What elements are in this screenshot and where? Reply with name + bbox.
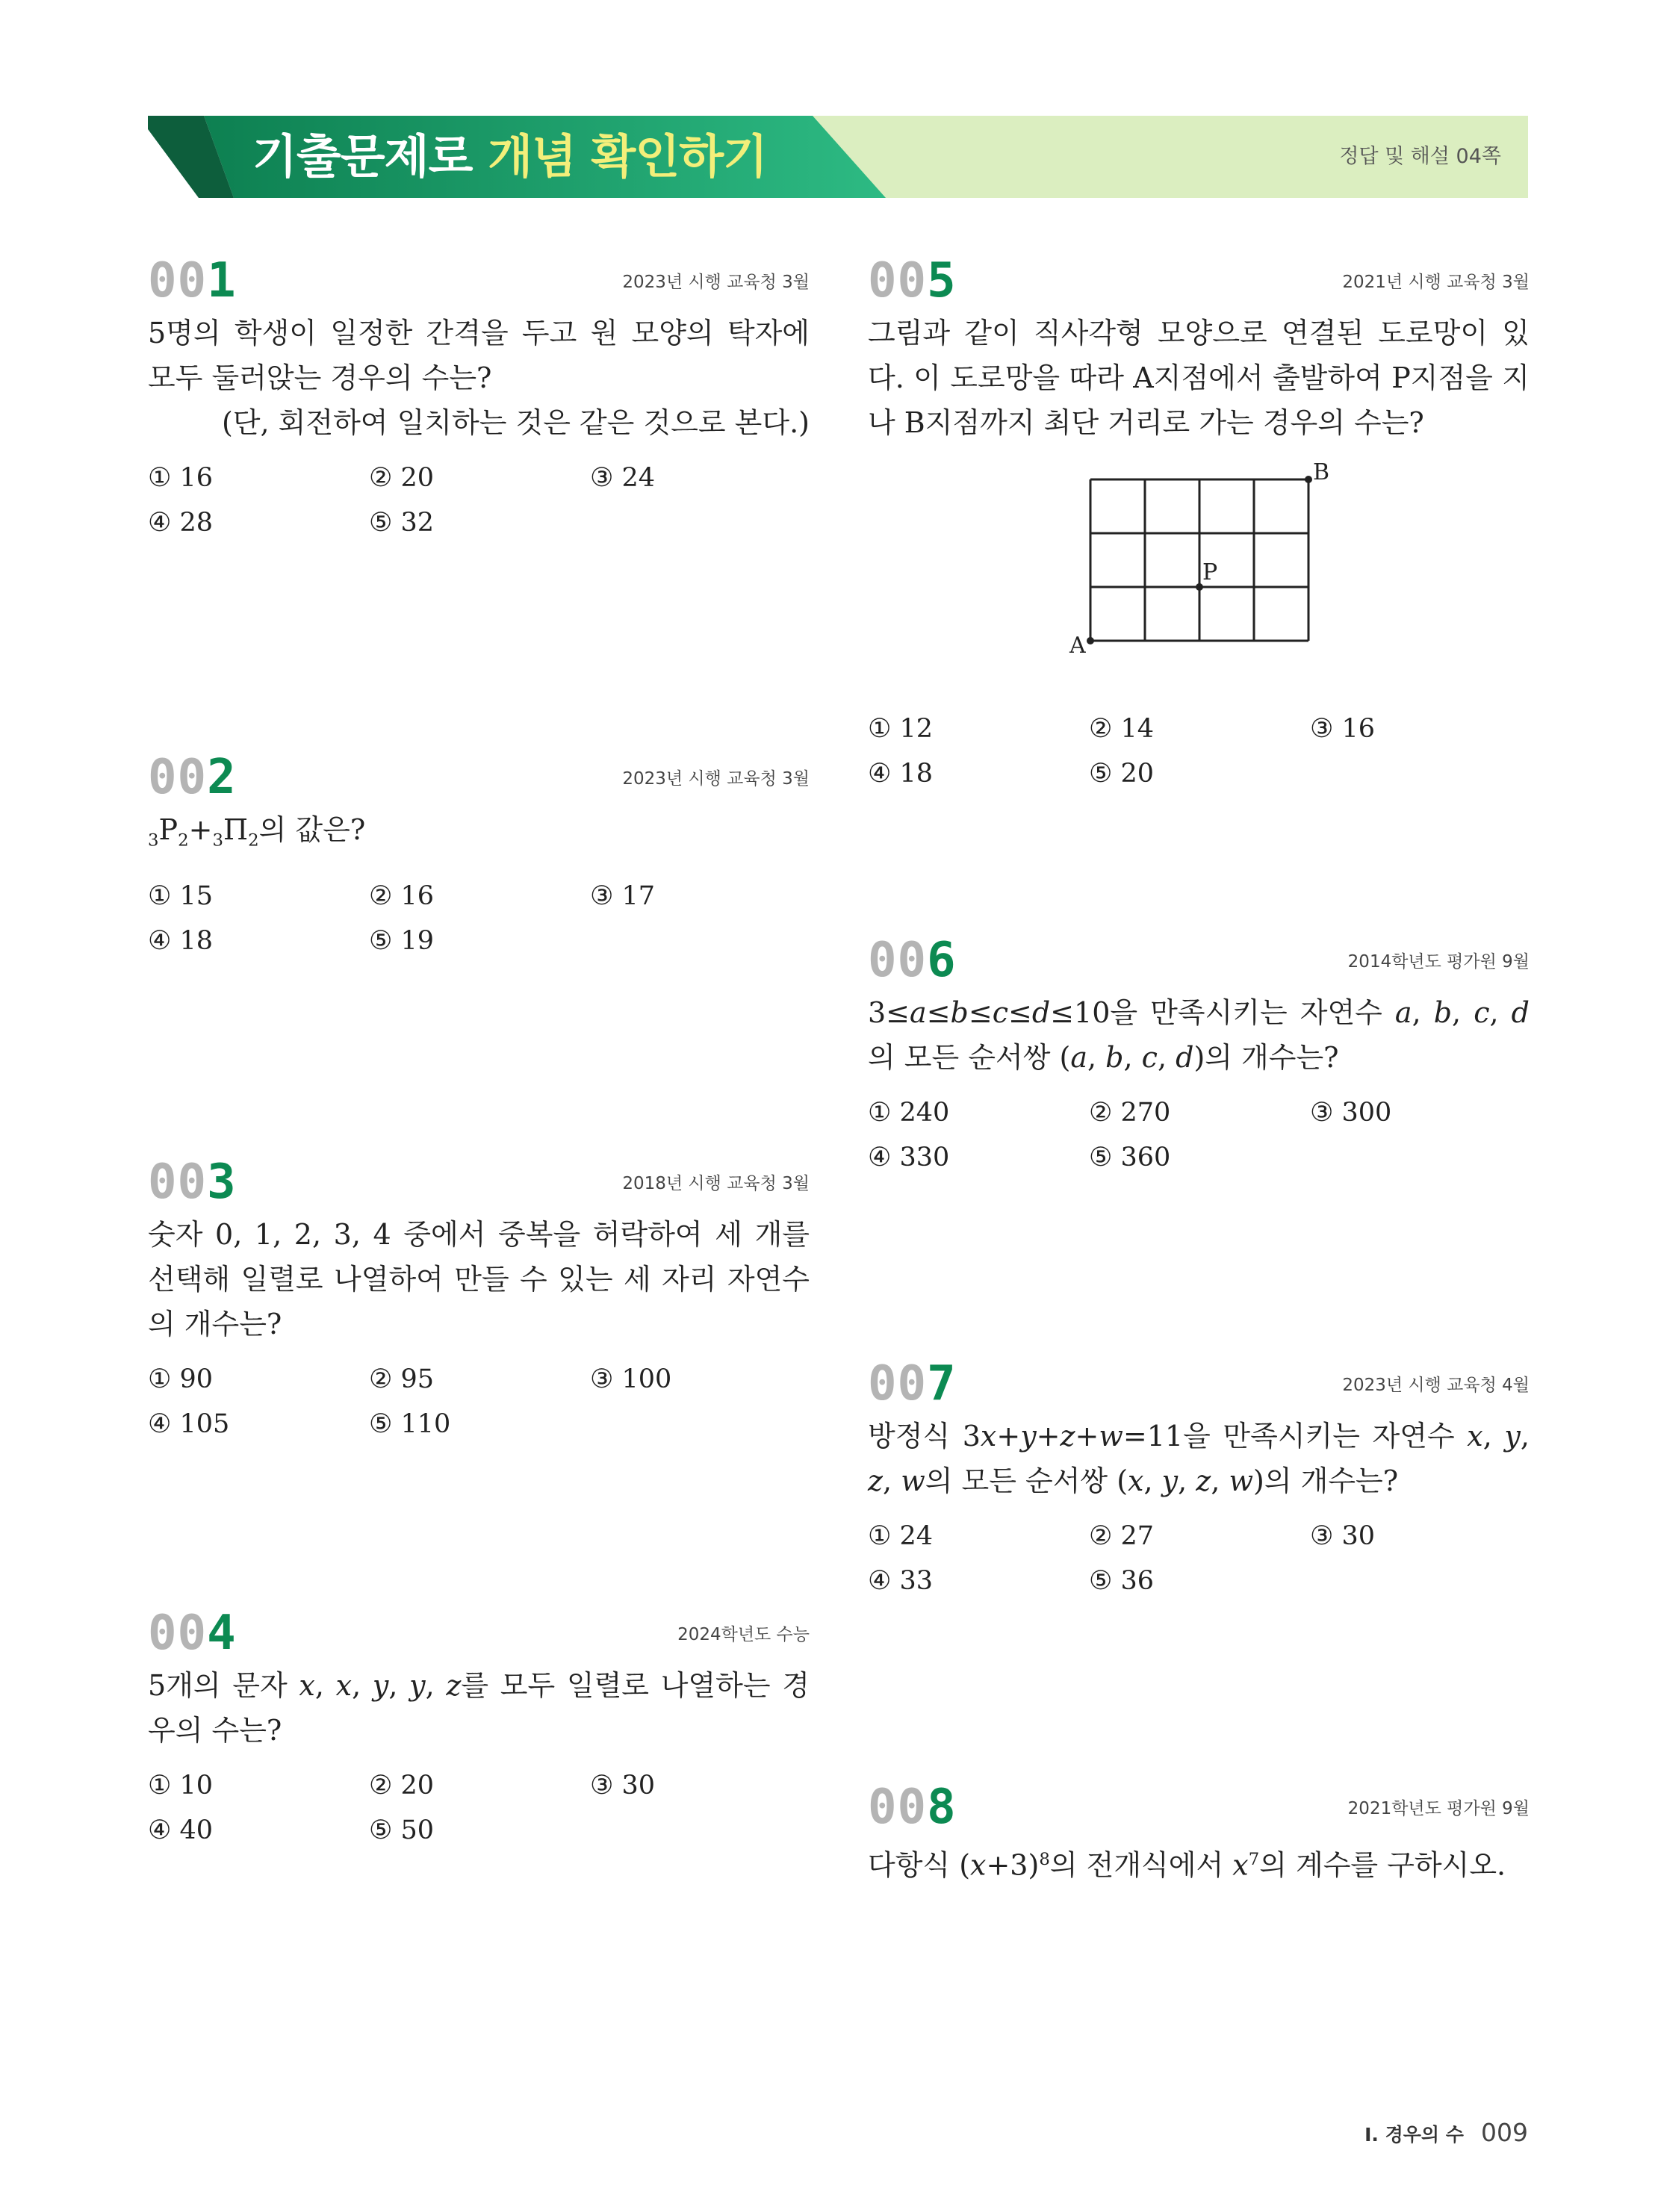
choice-list (148, 456, 810, 545)
choice-3[interactable]: ③ 17 (590, 880, 656, 911)
choice-4[interactable]: ④ 18 (868, 759, 934, 789)
problem-source: 2021학년도 평가원 9월 (1347, 1799, 1530, 1818)
choice-5[interactable]: ⑤ 19 (369, 925, 435, 956)
choice-list (868, 1514, 1530, 1603)
choice-1[interactable]: ① 10 (148, 1771, 214, 1801)
problem-text: $_3P_2+_3\Pi_2$의 값은? (148, 813, 366, 851)
problem-text: 방정식 3x+y+z+w=11을 만족시키는 자연수 x, y, z, w의 모든 순서쌍 (x, y, z, w)의 개수는? (868, 1420, 1530, 1497)
problem-text: 5개의 문자 x, x, y, y, z를 모두 일렬로 나열하는 경우의 수는? (148, 1669, 810, 1747)
choice-1[interactable]: ① 24 (868, 1521, 934, 1551)
problem-number: 005 (868, 253, 957, 308)
choice-5[interactable]: ⑤ 360 (1089, 1143, 1171, 1172)
point-a (1087, 637, 1094, 644)
problem-004 (148, 1606, 810, 1853)
problem-006 (868, 933, 1530, 1180)
choice-5[interactable]: ⑤ 110 (369, 1409, 451, 1439)
choice-1[interactable]: ① 12 (868, 714, 934, 744)
choice-2[interactable]: ② 95 (369, 1364, 435, 1394)
choice-5[interactable]: ⑤ 20 (1089, 759, 1155, 789)
choice-4[interactable]: ④ 105 (148, 1409, 230, 1439)
section-banner (133, 116, 1528, 198)
choice-5[interactable]: ⑤ 36 (1089, 1566, 1155, 1596)
choice-5[interactable]: ⑤ 50 (369, 1815, 435, 1845)
problem-number: 001 (148, 253, 237, 308)
problem-source: 2021년 시행 교육청 3월 (1342, 273, 1530, 292)
chapter-label: Ⅰ. 경우의 수 (1364, 2124, 1464, 2146)
choice-4[interactable]: ④ 40 (148, 1815, 214, 1845)
problem-source: 2023년 시행 교육청 4월 (1342, 1376, 1530, 1395)
choice-list (868, 1090, 1530, 1180)
choice-2[interactable]: ② 20 (369, 1771, 435, 1801)
road-grid-figure (1061, 463, 1344, 657)
choice-1[interactable]: ① 240 (868, 1098, 950, 1128)
problem-number: 006 (868, 933, 957, 988)
choice-4[interactable]: ④ 33 (868, 1566, 934, 1596)
problem-source: 2024학년도 수능 (677, 1625, 810, 1644)
problem-number: 003 (148, 1155, 237, 1210)
problem-008 (868, 1780, 1530, 1888)
choice-list (148, 1763, 810, 1853)
choice-4[interactable]: ④ 330 (868, 1143, 950, 1172)
page-footer (1364, 2116, 1528, 2149)
choice-1[interactable]: ① 90 (148, 1364, 214, 1394)
choice-1[interactable]: ① 15 (148, 880, 214, 911)
choice-2[interactable]: ② 16 (369, 880, 435, 911)
choice-2[interactable]: ② 20 (369, 463, 435, 493)
problem-text: 그림과 같이 직사각형 모양으로 연결된 도로망이 있다. 이 도로망을 따라 A지점에서 출발하여 P지점을 지나 B지점까지 최단 거리로 가는 경우의 수는? (868, 317, 1530, 439)
label-p: P (1202, 559, 1218, 585)
choice-2[interactable]: ② 27 (1089, 1521, 1155, 1551)
problem-number: 004 (148, 1606, 237, 1661)
grid-lines (1090, 479, 1308, 641)
choice-2[interactable]: ② 14 (1089, 714, 1155, 744)
page-number: 009 (1481, 2118, 1528, 2147)
problem-003 (148, 1155, 810, 1447)
problem-002 (148, 751, 810, 963)
problem-note: (단, 회전하여 일치하는 것은 같은 것으로 본다.) (221, 406, 810, 439)
problem-source: 2014학년도 평가원 9월 (1347, 952, 1530, 972)
choice-5[interactable]: ⑤ 32 (369, 508, 435, 538)
problem-number: 002 (148, 750, 237, 805)
section-title-part2: 개념 확인하기 (488, 129, 767, 184)
problem-number: 007 (868, 1356, 957, 1411)
problem-001 (148, 254, 810, 545)
choice-3[interactable]: ③ 24 (590, 463, 656, 493)
choice-3[interactable]: ③ 30 (590, 1771, 656, 1801)
choice-1[interactable]: ① 16 (148, 463, 214, 493)
choice-3[interactable]: ③ 300 (1310, 1098, 1392, 1128)
choice-4[interactable]: ④ 28 (148, 508, 214, 538)
point-b (1305, 476, 1312, 483)
math-expression: $_3P_2+_3\Pi_2$ (148, 813, 259, 851)
choice-4[interactable]: ④ 18 (148, 925, 214, 956)
problem-text: 3≤a≤b≤c≤d≤10을 만족시키는 자연수 a, b, c, d의 모든 순서쌍 (a, b, c, d)의 개수는? (868, 996, 1530, 1074)
problem-number: 008 (868, 1780, 957, 1835)
choice-list (868, 706, 1530, 796)
section-title (252, 125, 767, 189)
choice-3[interactable]: ③ 100 (590, 1364, 672, 1394)
choice-3[interactable]: ③ 16 (1310, 714, 1376, 744)
problem-007 (868, 1357, 1530, 1603)
label-b: B (1313, 463, 1330, 485)
problem-text: 숫자 0, 1, 2, 3, 4 중에서 중복을 허락하여 세 개를 선택해 일렬로 나열하여 만들 수 있는 세 자리 자연수의 개수는? (148, 1218, 810, 1340)
answer-reference: 정답 및 해설 04쪽 (1339, 145, 1501, 168)
problem-source: 2018년 시행 교육청 3월 (622, 1174, 810, 1193)
choice-list (148, 874, 810, 963)
label-a: A (1069, 633, 1086, 657)
choice-3[interactable]: ③ 30 (1310, 1521, 1376, 1551)
choice-list (148, 1357, 810, 1447)
problem-text: 다항식 $(x+3)^8$의 전개식에서 $x^7$의 계수를 구하시오. (868, 1848, 1506, 1882)
problem-source: 2023년 시행 교육청 3월 (622, 273, 810, 292)
problem-text: 5명의 학생이 일정한 간격을 두고 원 모양의 탁자에 모두 둘러앉는 경우의 수는? (단, 회전하여 일치하는 것은 같은 것으로 본다.) (148, 311, 810, 445)
problem-source: 2023년 시행 교육청 3월 (622, 769, 810, 789)
section-title-part1: 기출문제로 (252, 129, 473, 184)
choice-2[interactable]: ② 270 (1089, 1098, 1171, 1128)
